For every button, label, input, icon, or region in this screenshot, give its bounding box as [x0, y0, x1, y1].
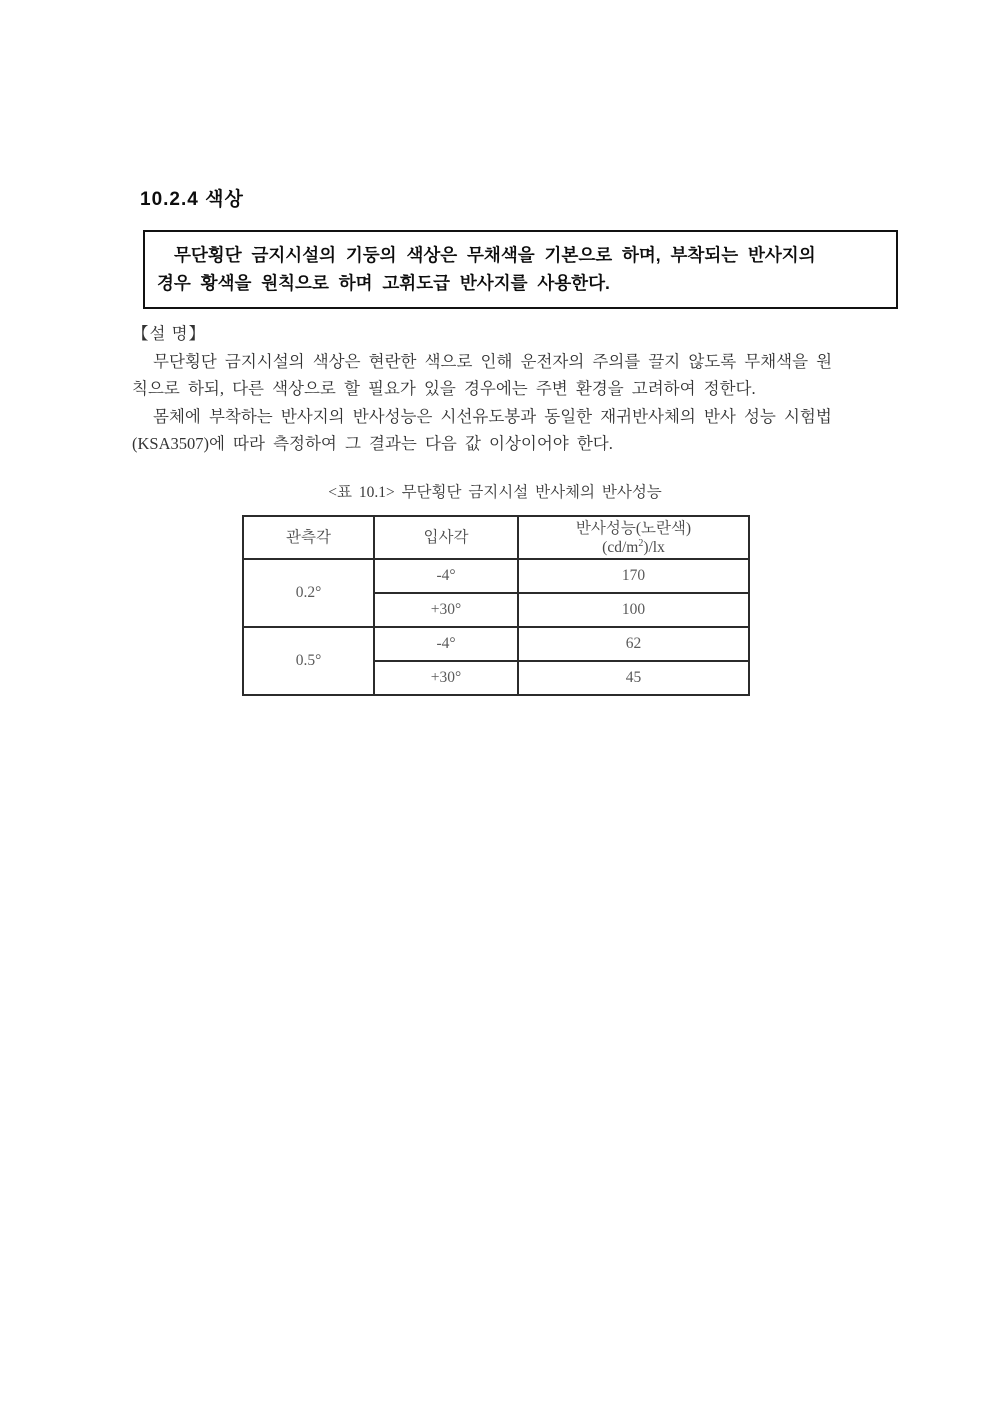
provision-box — [143, 230, 898, 309]
section-heading: 10.2.4 색상 — [140, 189, 244, 210]
reflectance-unit-sup: 2 — [638, 537, 644, 549]
col-header-entrance-angle: 입사각 — [374, 516, 518, 559]
explanation-line: 무단횡단 금지시설의 색상은 현란한 색으로 인해 운전자의 주의를 끌지 않도록 무채색을 원 — [153, 351, 833, 371]
entrance-angle-cell: +30° — [374, 593, 518, 627]
explanation-section — [132, 320, 874, 458]
reflectance-value-cell: 62 — [518, 627, 749, 661]
col-header-reflectance — [518, 516, 749, 559]
explanation-label: 【설 명】 — [132, 324, 207, 343]
entrance-angle-cell: -4° — [374, 627, 518, 661]
observation-angle-cell: 0.5° — [243, 627, 374, 695]
reflectance-header-line1: 반사성능(노란색) — [575, 519, 692, 537]
table-header-row — [243, 516, 749, 559]
table-row — [243, 559, 749, 593]
reflectance-table — [242, 515, 750, 696]
reflectance-value-cell: 170 — [518, 559, 749, 593]
reflectance-value-cell: 45 — [518, 661, 749, 695]
entrance-angle-cell: -4° — [374, 559, 518, 593]
explanation-line: 몸체에 부착하는 반사지의 반사성능은 시선유도봉과 동일한 재귀반사체의 반사 성능 시험법 — [153, 406, 832, 426]
explanation-line: (KSA3507)에 따라 측정하여 그 결과는 다음 값 이상이어야 한다. — [132, 434, 613, 453]
table-row — [243, 627, 749, 661]
reflectance-value-cell: 100 — [518, 593, 749, 627]
observation-angle-cell: 0.2° — [243, 559, 374, 627]
provision-line: 경우 황색을 원칙으로 하며 고휘도급 반사지를 사용한다. — [157, 273, 610, 293]
explanation-line: 칙으로 하되, 다른 색상으로 할 필요가 있을 경우에는 주변 환경을 고려하여 정한다. — [132, 379, 756, 398]
reflectance-unit-pre: (cd/m — [602, 538, 639, 556]
reflectance-unit-post: )/lx — [643, 538, 665, 556]
table-caption: <표 10.1> 무단횡단 금지시설 반사체의 반사성능 — [328, 484, 662, 501]
col-header-observation-angle: 관측각 — [243, 516, 374, 559]
provision-line: 무단횡단 금지시설의 기둥의 색상은 무채색을 기본으로 하며, 부착되는 반사지의 — [174, 245, 816, 265]
entrance-angle-cell: +30° — [374, 661, 518, 695]
